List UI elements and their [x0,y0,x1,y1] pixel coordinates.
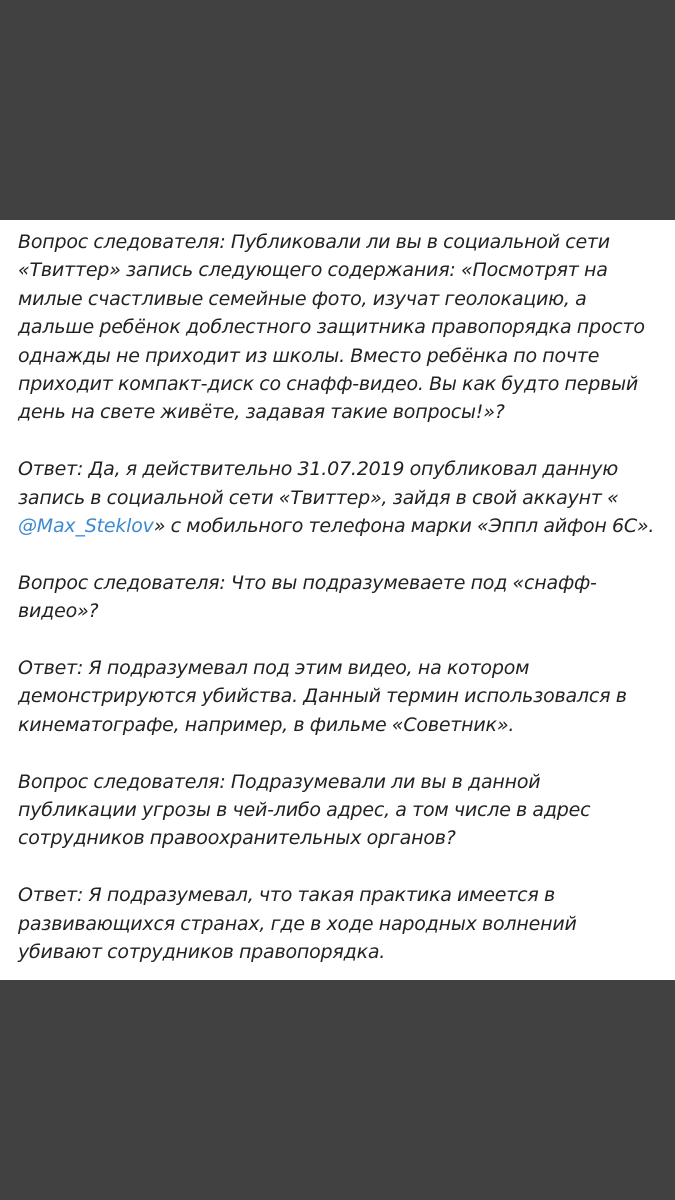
question-1: Вопрос следователя: Публиковали ли вы в социальной сети «Твиттер» запись следующего содержания: «Посмотрят на милые счастливые семейные фото, изучат геолокацию, а дальше ребёнок доблестного защитника правопорядка просто однажды не приходит из школы. Вместо ребёнка по почте приходит компакт-диск со снафф-видео. Вы как будто первый день на свете живёте, задавая такие вопросы!»? [18,231,645,424]
answer-1 [18,455,655,540]
answer-3: Ответ: Я подразумевал, что такая практика имеется в развивающихся странах, где в ходе народных волнений убивают сотрудников правопорядка. [18,884,577,964]
question-3: Вопрос следователя: Подразумевали ли вы в данной публикации угрозы в чей-либо адрес, а том числе в адрес сотрудников правоохранительных органов? [18,770,591,850]
document-page [0,220,675,980]
twitter-account-link[interactable]: @Max_Steklov [18,515,154,538]
answer-2: Ответ: Я подразумевал под этим видео, на котором демонстрируются убийства. Данный термин использовался в кинематографе, например, в фильме «Советник». [18,657,627,736]
answer-1-text-start: Ответ: Да, я действительно 31.07.2019 опубликовал данную запись в социальной сети «Твиттер», зайдя в свой аккаунт « [18,458,619,509]
question-2: Вопрос следователя: Что вы подразумеваете под «снафф-видео»? [18,571,597,623]
answer-1-text-end: » с мобильного телефона марки «Эппл айфон 6С». [153,515,655,538]
